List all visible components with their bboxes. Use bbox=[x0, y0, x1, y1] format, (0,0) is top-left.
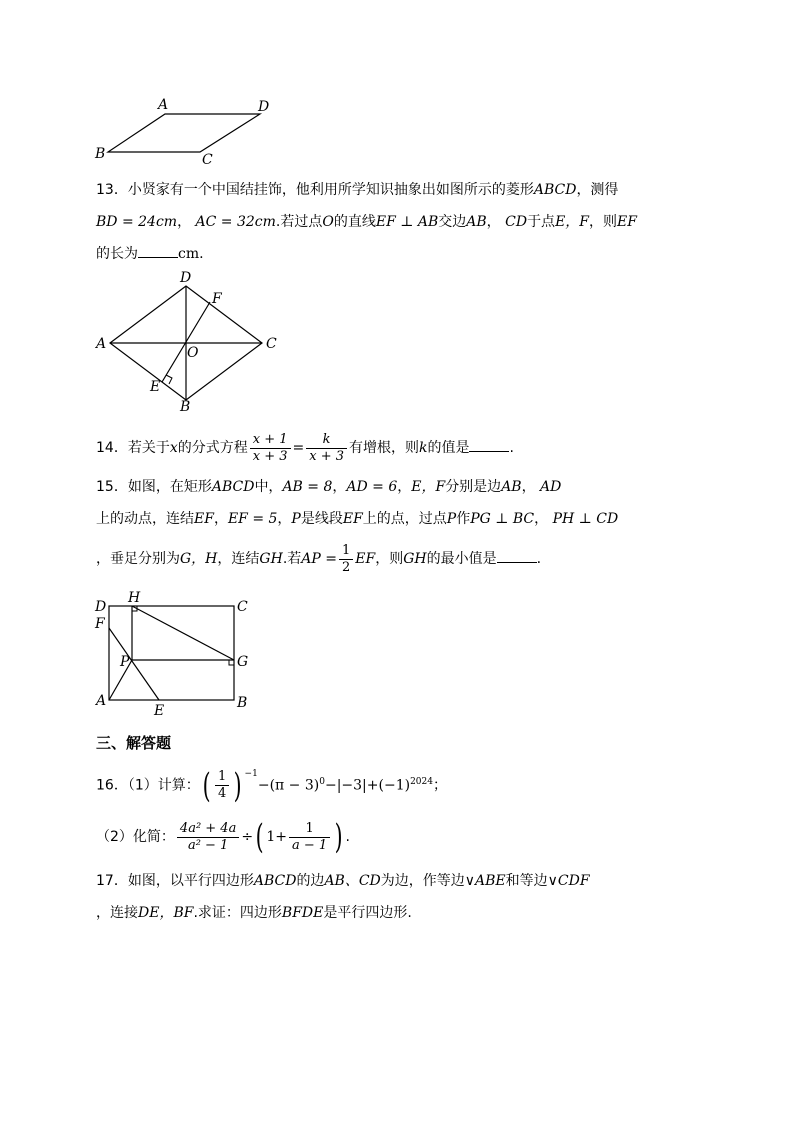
label-F: F bbox=[212, 291, 222, 307]
fraction-inner: $\frac{1}{a - 1}$ bbox=[289, 821, 330, 854]
answer-blank bbox=[138, 243, 178, 258]
fraction-2: $\frac{k}{x + 3}$ bbox=[306, 432, 347, 465]
label-D: D bbox=[95, 599, 107, 615]
label-B: B bbox=[237, 695, 248, 711]
q13-line3: 的长为 cm. bbox=[96, 243, 204, 264]
fraction-half: $\frac{1}{2}$ bbox=[339, 543, 353, 576]
q13-line2: BD = 24cm， AC = 32cm.若过点O的直线EF ⊥ AB交边AB， CD于点E，F，则EF bbox=[96, 214, 637, 230]
label-F: F bbox=[95, 616, 105, 632]
segment-EF bbox=[109, 628, 159, 700]
q17-line2: ，连接DE，BF.求证：四边形BFDE是平行四边形. bbox=[96, 905, 412, 921]
q13-line1: 13．小贤家有一个中国结挂饰，他利用所学知识抽象出如图所示的菱形ABCD，测得 bbox=[96, 182, 619, 198]
label-P: P bbox=[120, 654, 130, 670]
label-E: E bbox=[154, 703, 165, 719]
label-A: A bbox=[158, 97, 169, 113]
q14-line: 14．若关于x的分式方程 $\frac{x + 1}{x + 3}$ = $\frac{k}{x + 3}$ 有增根，则k的值是 . bbox=[96, 431, 514, 464]
label-B: B bbox=[95, 146, 106, 162]
rectangle-ABCD bbox=[109, 606, 234, 700]
q16-part1: 16．（1）计算：( $\frac{1}{4}$ ) $^{-1}-(\pi - 3)^0-|-3|+(-1)^{2024}$； bbox=[96, 765, 447, 806]
right-angle-mark bbox=[166, 375, 172, 384]
label-H: H bbox=[128, 590, 141, 606]
fraction-expr: $\frac{\text{4a² + 4a}}{\text{a² − 1}}$ bbox=[177, 821, 239, 854]
answer-blank bbox=[497, 548, 537, 563]
label-D: D bbox=[180, 270, 192, 286]
section-heading: 三、解答题 bbox=[96, 734, 172, 752]
label-C: C bbox=[202, 152, 213, 168]
q15-line3: ，垂足分别为G，H，连结GH.若AP = $\frac{1}{2}$ EF，则GH的最小值是 . bbox=[96, 542, 542, 575]
label-E: E bbox=[150, 379, 161, 395]
label-C: C bbox=[237, 599, 248, 615]
right-angle-G bbox=[229, 660, 234, 665]
fraction-quarter: $\frac{1}{4}$ bbox=[215, 769, 229, 802]
label-A: A bbox=[96, 693, 107, 709]
q15-line2: 上的动点，连结EF，EF = 5，P是线段EF上的点，过点P作PG ⊥ BC， PH ⊥ CD bbox=[96, 511, 619, 527]
label-O: O bbox=[187, 345, 199, 361]
segment-HG bbox=[132, 606, 234, 660]
rhombus-figure bbox=[90, 270, 290, 415]
label-C: C bbox=[266, 336, 277, 352]
answer-blank bbox=[469, 437, 509, 452]
parallelogram-shape bbox=[108, 114, 260, 152]
q16-part2: （2）化简： $\frac{\text{4a² + 4a}}{\text{a² − 1}}$ ÷( 1+ $\frac{1}{a - 1}$ ) . bbox=[96, 817, 350, 857]
label-B: B bbox=[180, 399, 191, 415]
label-D: D bbox=[258, 99, 270, 115]
fraction-1: $\frac{x + 1}{x + 3}$ bbox=[250, 432, 291, 465]
rectangle-figure bbox=[90, 590, 260, 720]
label-G: G bbox=[237, 654, 249, 670]
q17-line1: 17．如图，以平行四边形ABCD的边AB、CD为边，作等边∨ABE和等边∨CDF bbox=[96, 873, 590, 889]
parallelogram-figure bbox=[90, 94, 280, 170]
q15-line1: 15．如图，在矩形ABCD中，AB = 8，AD = 6，E，F分别是边AB， AD bbox=[96, 479, 562, 495]
label-A: A bbox=[96, 336, 107, 352]
